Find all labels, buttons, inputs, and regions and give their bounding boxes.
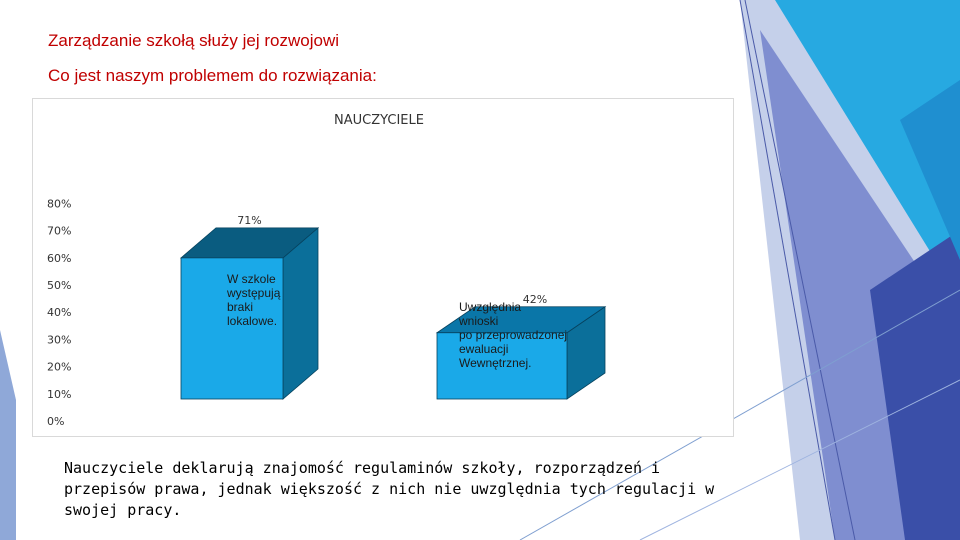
slide-caption: Nauczyciele deklarują znajomość regulaminów szkoły, rozporządzeń i przepisów prawa, jednak większość z nich nie uwzględnia tych regulacji w swojej pracy. [64, 459, 715, 519]
y-tick-label: 0% [47, 415, 65, 428]
bar-inner-label: wnioski [459, 314, 499, 328]
y-tick-label: 10% [47, 387, 72, 401]
data-label: 42% [522, 292, 548, 306]
bar-inner-label: braki [227, 300, 254, 314]
bar-chart [33, 99, 733, 436]
bar-inner-label: występują [227, 286, 281, 300]
y-tick-label: 20% [47, 360, 72, 374]
chart-title: NAUCZYCIELE [334, 113, 424, 128]
data-label: 71% [237, 213, 262, 227]
bar-inner-label: lokalowe. [227, 314, 278, 328]
bar-inner-label: po przeprowadzonej [459, 328, 568, 342]
bar-inner-label: ewaluacji [459, 342, 509, 356]
y-tick-label: 40% [47, 306, 72, 320]
bar-inner-label: Wewnętrznej. [459, 356, 532, 370]
y-tick-label: 50% [47, 279, 72, 292]
chart-container [32, 98, 734, 437]
bar-inner-label: W szkole [227, 272, 276, 286]
y-tick-label: 30% [47, 333, 72, 347]
deco-left-strip [0, 330, 16, 540]
bar-inner-label: Uwzględnia [459, 300, 522, 314]
y-tick-label: 80% [47, 197, 72, 211]
y-tick-label: 70% [47, 224, 72, 238]
y-tick-label: 60% [47, 251, 72, 265]
slide-heading-primary: Zarządzanie szkołą służy jej rozwojowi [48, 31, 340, 50]
slide-heading-secondary: Co jest naszym problemem do rozwiązania: [48, 66, 377, 85]
